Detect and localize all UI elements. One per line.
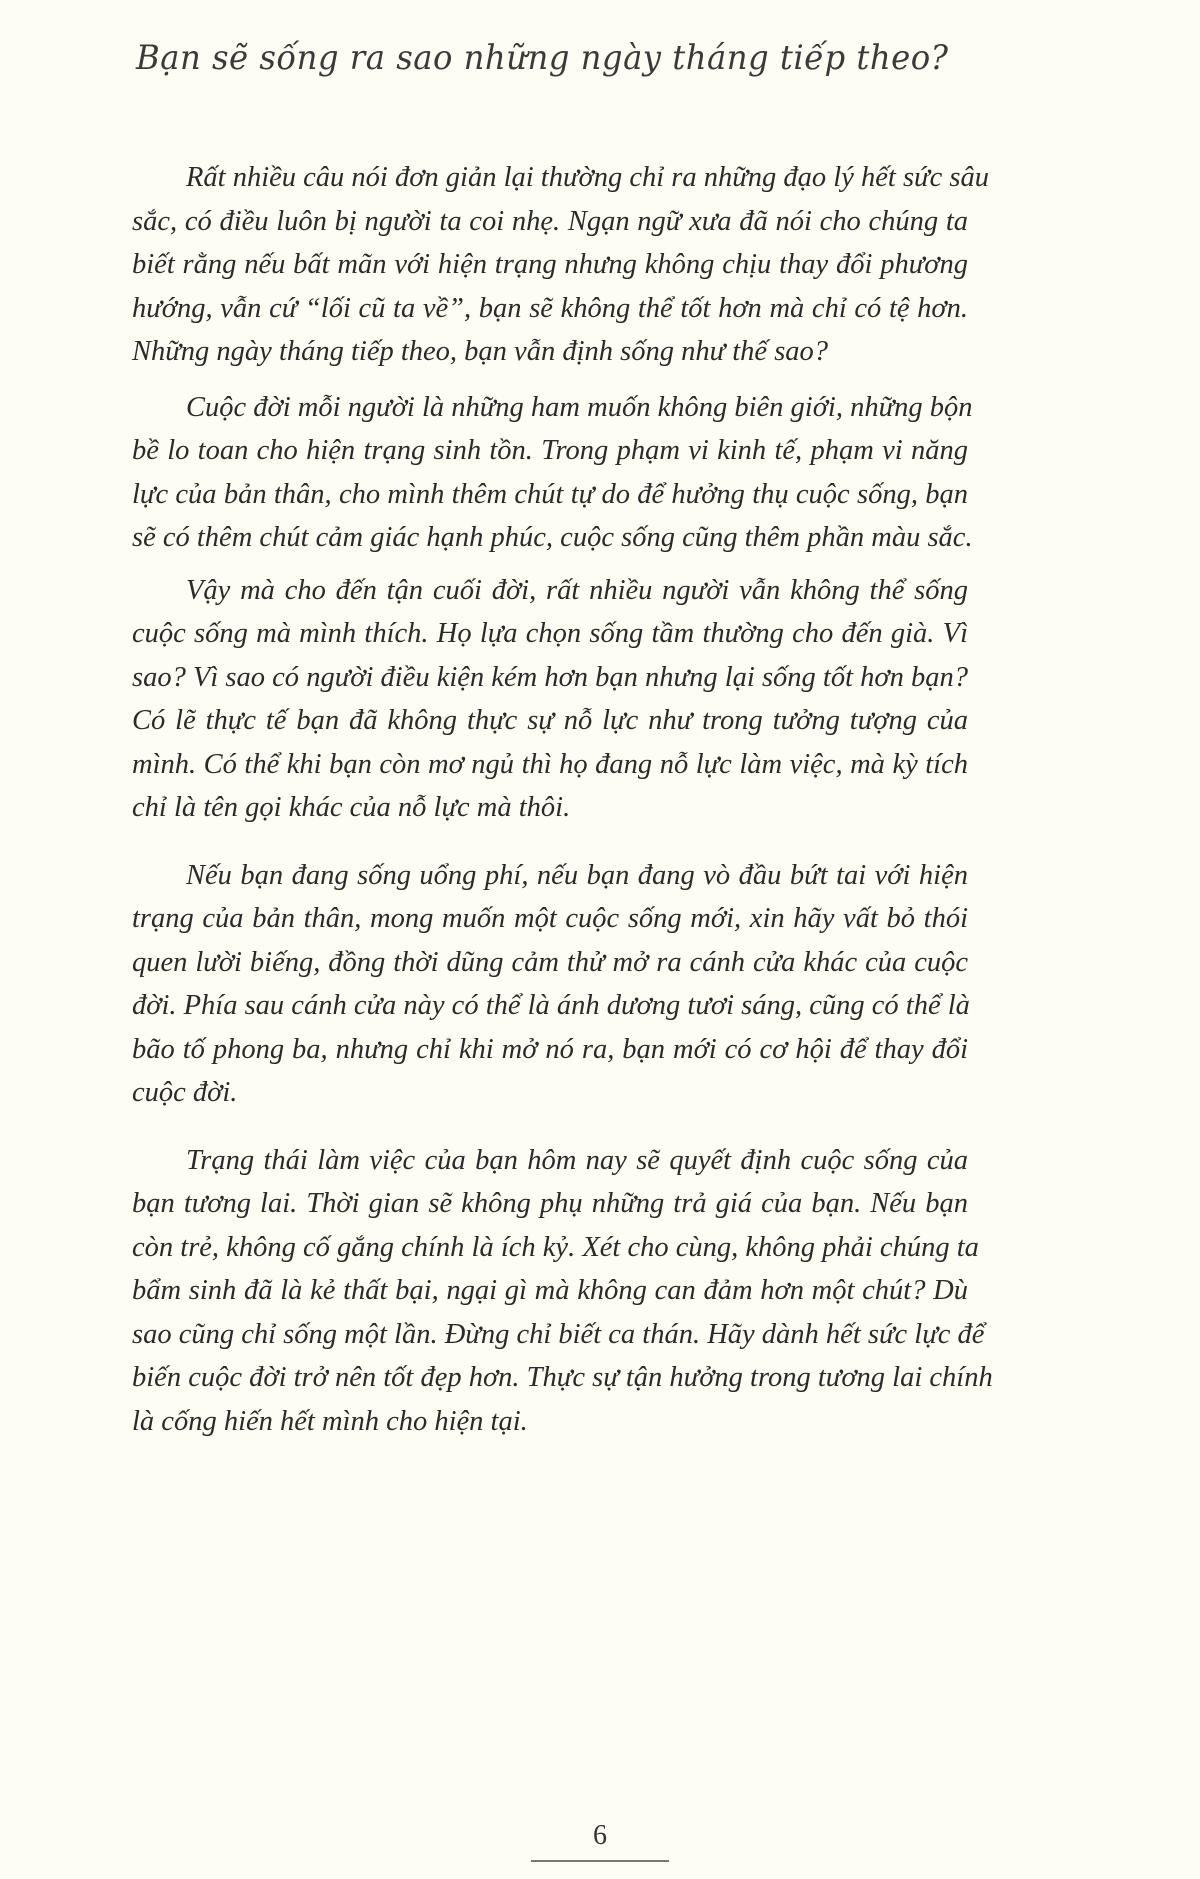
text-line: cuộc đời. xyxy=(132,1077,238,1108)
text-line: cuộc sống mà mình thích. Họ lựa chọn sống tầm thường cho đến già. Vì xyxy=(132,618,968,649)
text-line: biến cuộc đời trở nên tốt đẹp hơn. Thực sự tận hưởng trong tương lai chính xyxy=(132,1362,993,1393)
body-text xyxy=(132,136,993,1443)
text-line: chỉ là tên gọi khác của nỗ lực mà thôi. xyxy=(132,792,571,823)
text-line: biết rằng nếu bất mãn với hiện trạng nhưng không chịu thay đổi phương xyxy=(132,249,968,280)
paragraph xyxy=(132,386,973,560)
text-line: Vậy mà cho đến tận cuối đời, rất nhiều người vẫn không thể sống xyxy=(186,574,968,606)
page-number-underline xyxy=(531,1860,669,1862)
text-line: sắc, có điều luôn bị người ta coi nhẹ. Ngạn ngữ xưa đã nói cho chúng ta xyxy=(132,205,968,237)
paragraph xyxy=(132,156,989,374)
text-line: hướng, vẫn cứ “lối cũ ta về”, bạn sẽ không thể tốt hơn mà chỉ có tệ hơn. xyxy=(132,292,968,324)
text-line: đời. Phía sau cánh cửa này có thể là ánh dương tươi sáng, cũng có thể là xyxy=(132,990,970,1021)
running-header: Bạn sẽ sống ra sao những ngày tháng tiếp theo? xyxy=(136,38,949,78)
page-number: 6 xyxy=(593,1820,607,1851)
text-line: bạn tương lai. Thời gian sẽ không phụ những trả giá của bạn. Nếu bạn xyxy=(132,1188,968,1219)
text-line: mình. Có thể khi bạn còn mơ ngủ thì họ đang nỗ lực làm việc, mà kỳ tích xyxy=(132,748,968,780)
text-line: trạng của bản thân, mong muốn một cuộc sống mới, xin hãy vất bỏ thói xyxy=(132,903,968,934)
text-line: quen lười biếng, đồng thời dũng cảm thử mở ra cánh cửa khác của cuộc xyxy=(132,946,968,978)
text-line: sao cũng chỉ sống một lần. Đừng chỉ biết ca thán. Hãy dành hết sức lực để xyxy=(132,1318,985,1350)
text-line: Có lẽ thực tế bạn đã không thực sự nỗ lực như trong tưởng tượng của xyxy=(132,705,968,736)
text-line: sao? Vì sao có người điều kiện kém hơn bạn nhưng lại sống tốt hơn bạn? xyxy=(132,661,968,693)
text-line: bão tố phong ba, nhưng chỉ khi mở nó ra, bạn mới có cơ hội để thay đổi xyxy=(132,1033,968,1065)
text-line: Những ngày tháng tiếp theo, bạn vẫn định sống như thế sao? xyxy=(132,336,829,367)
paragraph xyxy=(132,854,968,1115)
text-line: Trạng thái làm việc của bạn hôm nay sẽ quyết định cuộc sống của xyxy=(186,1144,968,1176)
paragraph xyxy=(132,1139,993,1444)
text-line: bề lo toan cho hiện trạng sinh tồn. Trong phạm vi kinh tế, phạm vi năng xyxy=(132,435,968,466)
text-line: Rất nhiều câu nói đơn giản lại thường chỉ ra những đạo lý hết sức sâu xyxy=(186,162,989,193)
text-line: Nếu bạn đang sống uổng phí, nếu bạn đang vò đầu bứt tai với hiện xyxy=(186,859,968,891)
text-line: Cuộc đời mỗi người là những ham muốn không biên giới, những bộn xyxy=(186,391,973,423)
text-line: là cống hiến hết mình cho hiện tại. xyxy=(132,1405,528,1437)
text-line: còn trẻ, không cố gắng chính là ích kỷ. Xét cho cùng, không phải chúng ta xyxy=(132,1231,979,1263)
text-line: bẩm sinh đã là kẻ thất bại, ngại gì mà không can đảm hơn một chút? Dù xyxy=(132,1275,968,1306)
text-line: lực của bản thân, cho mình thêm chút tự do để hưởng thụ cuộc sống, bạn xyxy=(132,478,968,510)
text-line: sẽ có thêm chút cảm giác hạnh phúc, cuộc sống cũng thêm phần màu sắc. xyxy=(132,522,973,553)
paragraph xyxy=(132,569,968,830)
